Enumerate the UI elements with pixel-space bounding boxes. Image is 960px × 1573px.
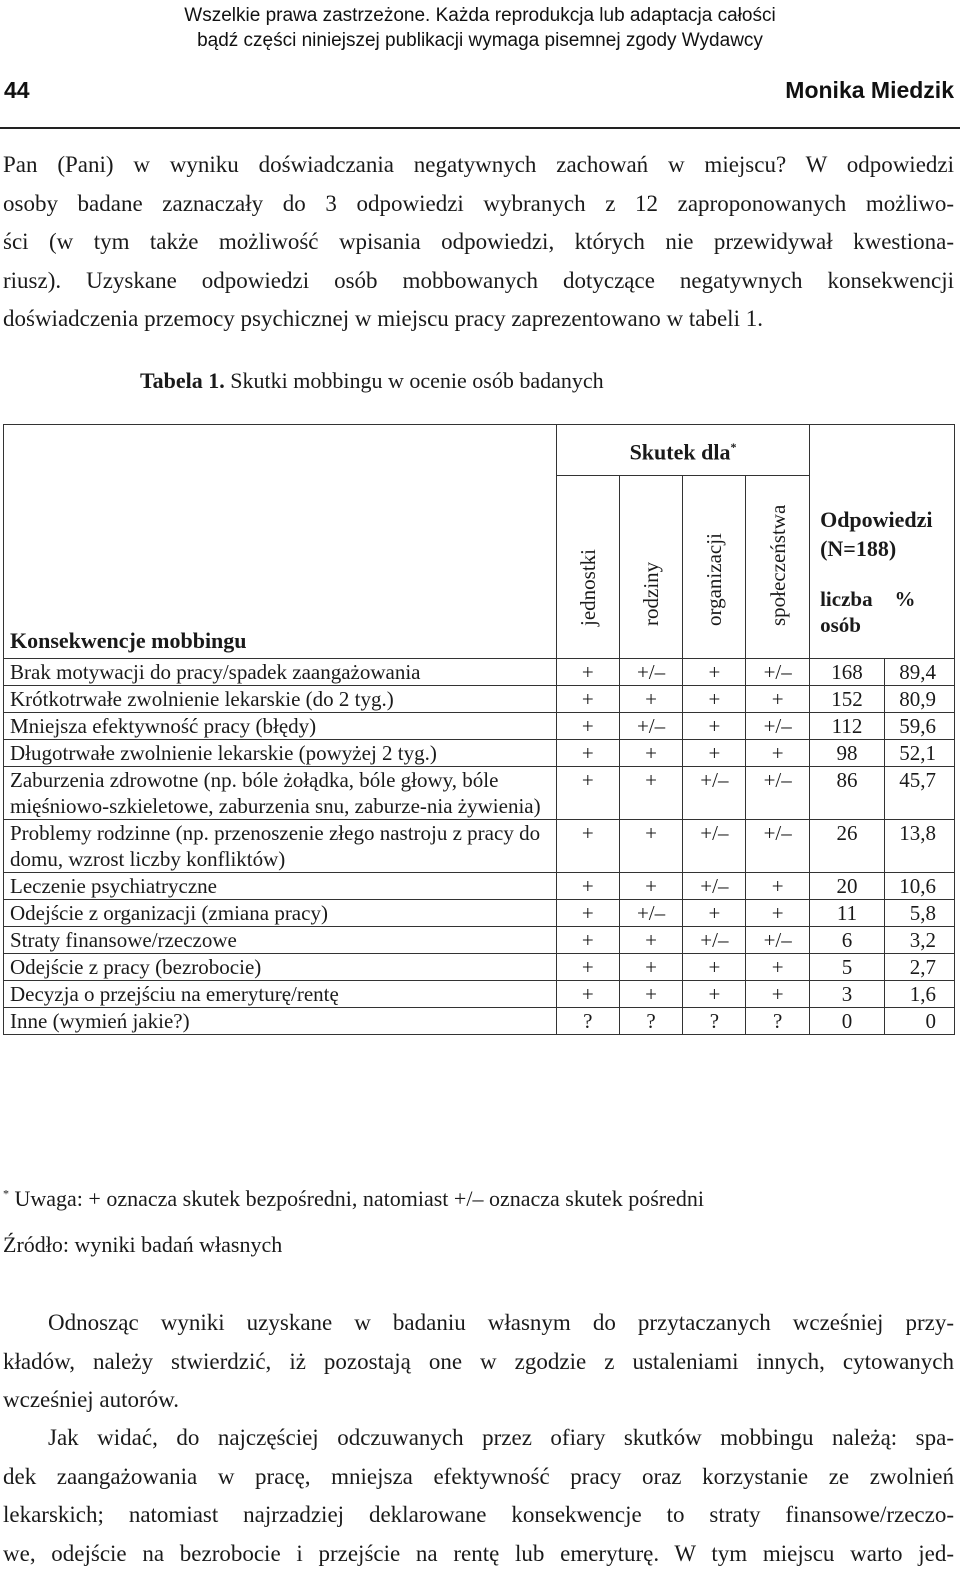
consequence-name: Krótkotrwałe zwolnienie lekarskie (do 2 tyg.) bbox=[4, 686, 557, 713]
table-footnote bbox=[3, 1186, 704, 1212]
count-cell: 6 bbox=[810, 927, 885, 954]
effect-society: + bbox=[746, 954, 810, 981]
effect-society: + bbox=[746, 740, 810, 767]
copyright-notice-line-2: bądź części niniejszej publikacji wymaga pisemnej zgody Wydawcy bbox=[0, 28, 960, 53]
percent-cell: 13,8 bbox=[885, 820, 955, 873]
effect-individual: + bbox=[556, 900, 619, 927]
consequence-name: Zaburzenia zdrowotne (np. bóle żołądka, bóle głowy, bóle mięśniowo-szkieletowe, zaburzenia snu, zaburze-nia żywienia) bbox=[4, 767, 557, 820]
consequence-name: Inne (wymień jakie?) bbox=[4, 1008, 557, 1035]
effect-organization: + bbox=[683, 900, 746, 927]
table-caption bbox=[140, 368, 604, 394]
count-cell: 112 bbox=[810, 713, 885, 740]
effect-society: +/– bbox=[746, 659, 810, 686]
effect-society: ? bbox=[746, 1008, 810, 1035]
effect-organization: + bbox=[683, 659, 746, 686]
text-line: ści (w tym także możliwość wpisania odpowiedzi, których nie przewidywał kwestiona- bbox=[3, 223, 954, 262]
effect-individual: + bbox=[556, 659, 619, 686]
rotated-label: społeczeństwa bbox=[765, 456, 791, 626]
intro-paragraph bbox=[3, 146, 954, 339]
effect-organization: +/– bbox=[683, 767, 746, 820]
text-line: osoby badane zaznaczały do 3 odpowiedzi wybranych z 12 zaproponowanych możliwo- bbox=[3, 185, 954, 224]
text-line: Odnosząc wyniki uzyskane w badaniu własnym do przytaczanych wcześniej przy- bbox=[3, 1304, 954, 1343]
percent-cell: 1,6 bbox=[885, 981, 955, 1008]
count-cell: 152 bbox=[810, 686, 885, 713]
percent-cell: 52,1 bbox=[885, 740, 955, 767]
table-row bbox=[4, 954, 955, 981]
effect-family: + bbox=[619, 740, 683, 767]
effect-family: + bbox=[619, 820, 683, 873]
text-line: kładów, należy stwierdzić, iż pozostają one w zgodzie z ustaleniami innych, cytowanych bbox=[3, 1343, 954, 1382]
rotated-label: rodziny bbox=[638, 456, 664, 626]
table-source: Źródło: wyniki badań własnych bbox=[3, 1232, 282, 1258]
text-line: we, odejście na bezrobocie i przejście na rentę lub emeryturę. W tym miejscu warto jed- bbox=[3, 1535, 954, 1573]
effect-individual: + bbox=[556, 981, 619, 1008]
table-row bbox=[4, 1008, 955, 1035]
count-cell: 20 bbox=[810, 873, 885, 900]
percent-cell: 2,7 bbox=[885, 954, 955, 981]
column-header-percent: % bbox=[885, 582, 955, 658]
effect-organization: + bbox=[683, 954, 746, 981]
table-row bbox=[4, 767, 955, 820]
effect-organization: + bbox=[683, 740, 746, 767]
table-row bbox=[4, 981, 955, 1008]
copyright-notice-line-1: Wszelkie prawa zastrzeżone. Każda reprodukcja lub adaptacja całości bbox=[0, 3, 960, 28]
percent-cell: 45,7 bbox=[885, 767, 955, 820]
count-cell: 168 bbox=[810, 659, 885, 686]
percent-cell: 0 bbox=[885, 1008, 955, 1035]
effect-family: + bbox=[619, 981, 683, 1008]
effect-organization: + bbox=[683, 981, 746, 1008]
table-row bbox=[4, 659, 955, 686]
effect-society: +/– bbox=[746, 927, 810, 954]
effect-society: +/– bbox=[746, 767, 810, 820]
effect-family: + bbox=[619, 954, 683, 981]
column-header-family bbox=[619, 476, 683, 659]
count-cell: 0 bbox=[810, 1008, 885, 1035]
percent-cell: 5,8 bbox=[885, 900, 955, 927]
author-name: Monika Miedzik bbox=[785, 77, 954, 104]
effect-individual: ? bbox=[556, 1008, 619, 1035]
table-row bbox=[4, 927, 955, 954]
effect-organization: +/– bbox=[683, 873, 746, 900]
percent-cell: 80,9 bbox=[885, 686, 955, 713]
table-caption-label: Tabela 1. bbox=[140, 368, 225, 393]
effect-family: + bbox=[619, 767, 683, 820]
effect-organization: + bbox=[683, 686, 746, 713]
effect-family: + bbox=[619, 686, 683, 713]
consequence-name: Mniejsza efektywność pracy (błędy) bbox=[4, 713, 557, 740]
effect-society: + bbox=[746, 686, 810, 713]
copyright-notice bbox=[0, 3, 960, 53]
text-line: Jak widać, do najczęściej odczuwanych przez ofiary skutków mobbingu należą: spa- bbox=[3, 1419, 954, 1458]
column-group-answers: Odpowiedzi (N=188) bbox=[810, 425, 955, 583]
effect-society: + bbox=[746, 981, 810, 1008]
page-number: 44 bbox=[4, 77, 30, 104]
table-row bbox=[4, 873, 955, 900]
percent-cell: 10,6 bbox=[885, 873, 955, 900]
consequence-name: Leczenie psychiatryczne bbox=[4, 873, 557, 900]
text-line: dek zaangażowania w pracę, mniejsza efektywność pracy oraz korzystanie ze zwolnień bbox=[3, 1458, 954, 1497]
count-cell: 26 bbox=[810, 820, 885, 873]
footnote-mark: * bbox=[3, 1187, 9, 1201]
count-cell: 11 bbox=[810, 900, 885, 927]
effect-individual: + bbox=[556, 767, 619, 820]
count-cell: 86 bbox=[810, 767, 885, 820]
text-line: doświadczenia przemocy psychicznej w miejscu pracy zaprezentowano w tabeli 1. bbox=[3, 300, 954, 339]
effect-family: +/– bbox=[619, 900, 683, 927]
column-header-consequences: Konsekwencje mobbingu bbox=[4, 425, 557, 659]
effect-individual: + bbox=[556, 954, 619, 981]
effect-family: +/– bbox=[619, 713, 683, 740]
effect-individual: + bbox=[556, 820, 619, 873]
consequence-name: Odejście z pracy (bezrobocie) bbox=[4, 954, 557, 981]
effect-society: + bbox=[746, 873, 810, 900]
column-header-society bbox=[746, 476, 810, 659]
effect-individual: + bbox=[556, 740, 619, 767]
effect-individual: + bbox=[556, 686, 619, 713]
body-paragraph-2 bbox=[3, 1304, 954, 1420]
footnote-text: Uwaga: + oznacza skutek bezpośredni, natomiast +/– oznacza skutek pośredni bbox=[15, 1186, 704, 1211]
consequence-name: Straty finansowe/rzeczowe bbox=[4, 927, 557, 954]
column-header-organization bbox=[683, 476, 746, 659]
effect-family: ? bbox=[619, 1008, 683, 1035]
table-row bbox=[4, 740, 955, 767]
table-row bbox=[4, 820, 955, 873]
text-line: riusz). Uzyskane odpowiedzi osób mobbowanych dotyczące negatywnych konsekwencji bbox=[3, 262, 954, 301]
body-paragraph-3 bbox=[3, 1419, 954, 1573]
percent-cell: 89,4 bbox=[885, 659, 955, 686]
table-row bbox=[4, 900, 955, 927]
effect-family: +/– bbox=[619, 659, 683, 686]
effect-organization: + bbox=[683, 713, 746, 740]
text-line: wcześniej autorów. bbox=[3, 1381, 954, 1420]
column-header-count: liczba osób bbox=[810, 582, 885, 658]
effect-family: + bbox=[619, 927, 683, 954]
effect-society: + bbox=[746, 900, 810, 927]
rotated-label: jednostki bbox=[575, 456, 601, 626]
text-line: lekarskich; natomiast najrzadziej deklarowane konsekwencje to straty finansowe/rzeczo- bbox=[3, 1496, 954, 1535]
effect-organization: +/– bbox=[683, 820, 746, 873]
count-cell: 3 bbox=[810, 981, 885, 1008]
table-row bbox=[4, 686, 955, 713]
percent-cell: 59,6 bbox=[885, 713, 955, 740]
consequence-name: Odejście z organizacji (zmiana pracy) bbox=[4, 900, 557, 927]
effect-group-label: Skutek dla bbox=[630, 440, 731, 465]
consequence-name: Problemy rodzinne (np. przenoszenie złego nastroju z pracy do domu, wzrost liczby konfliktów) bbox=[4, 820, 557, 873]
effect-society: +/– bbox=[746, 820, 810, 873]
count-cell: 5 bbox=[810, 954, 885, 981]
effect-society: +/– bbox=[746, 713, 810, 740]
effect-family: + bbox=[619, 873, 683, 900]
effect-organization: ? bbox=[683, 1008, 746, 1035]
text-line: Pan (Pani) w wyniku doświadczania negatywnych zachowań w miejscu? W odpowiedzi bbox=[3, 146, 954, 185]
effect-individual: + bbox=[556, 713, 619, 740]
count-cell: 98 bbox=[810, 740, 885, 767]
footnote-mark: * bbox=[730, 440, 736, 454]
effect-organization: +/– bbox=[683, 927, 746, 954]
rotated-label: organizacji bbox=[701, 456, 727, 626]
header-rule bbox=[0, 127, 960, 129]
table-row bbox=[4, 713, 955, 740]
percent-cell: 3,2 bbox=[885, 927, 955, 954]
effect-individual: + bbox=[556, 873, 619, 900]
consequence-name: Długotrwałe zwolnienie lekarskie (powyżej 2 tyg.) bbox=[4, 740, 557, 767]
consequence-name: Decyzja o przejściu na emeryturę/rentę bbox=[4, 981, 557, 1008]
effect-individual: + bbox=[556, 927, 619, 954]
consequence-name: Brak motywacji do pracy/spadek zaangażowania bbox=[4, 659, 557, 686]
column-header-individual bbox=[556, 476, 619, 659]
table-caption-text: Skutki mobbingu w ocenie osób badanych bbox=[230, 368, 603, 393]
mobbing-consequences-table bbox=[3, 424, 955, 1035]
